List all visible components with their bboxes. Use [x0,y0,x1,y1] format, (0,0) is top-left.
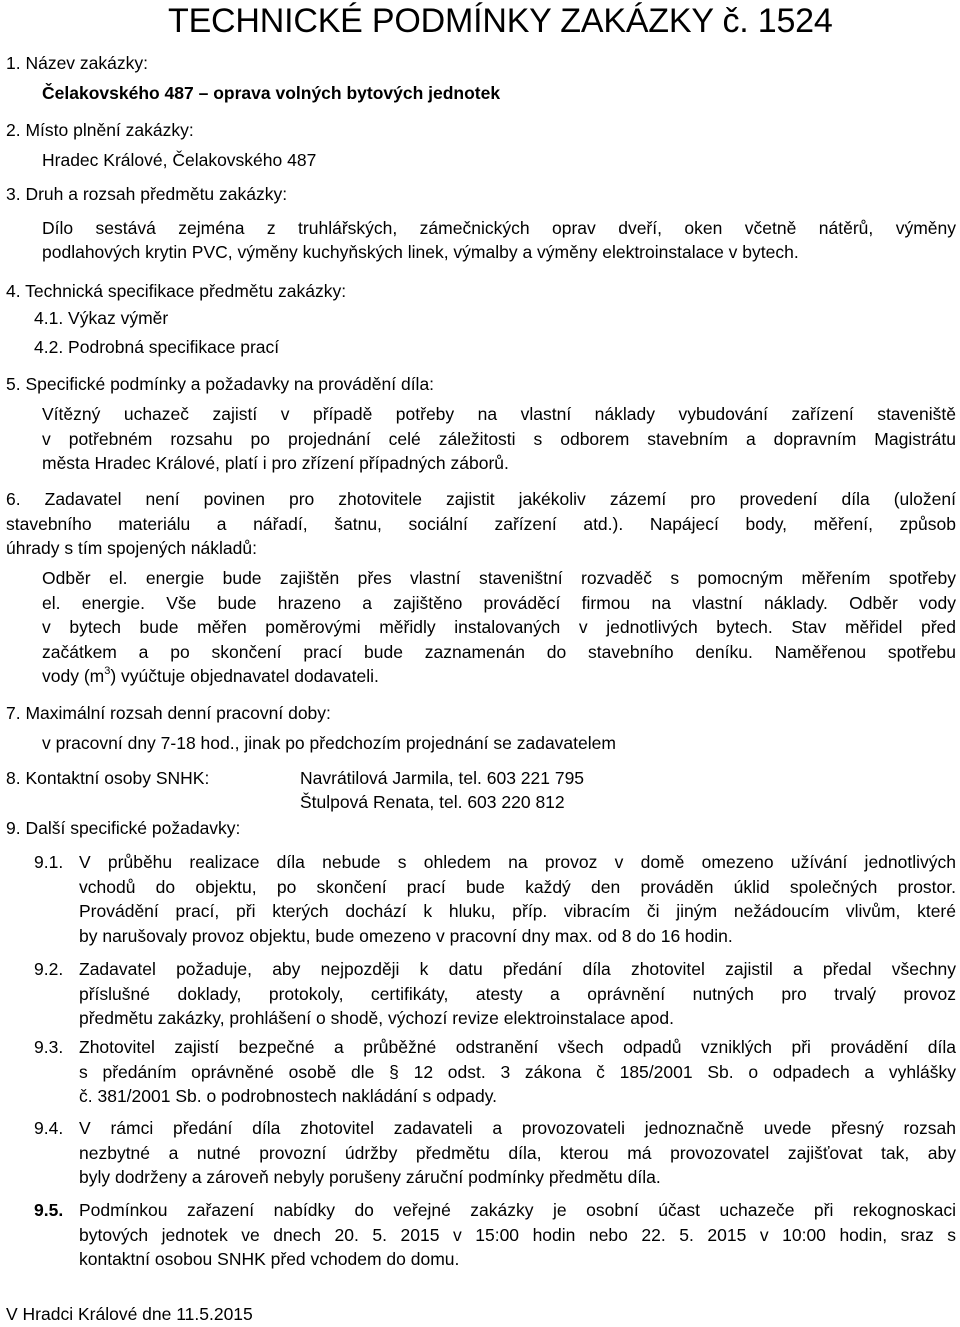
text-line: Dílo sestává zejména z truhlářských, zámečnických oprav dveří, oken včetně nátěrů, výměny [42,218,956,238]
text-line: stavebního materiálu a nářadí, šatnu, sociální zařízení atd.). Napájecí body, měření, způsob [6,513,956,534]
item-number: 9.1. [34,852,64,872]
text-line: úhrady s tím spojených nákladů: [6,538,257,558]
text-line: podlahových krytin PVC, výměny kuchyňských linek, výmalby a výměny elektroinstalace v bytech. [42,242,799,262]
text-fragment: vody (m [42,666,105,686]
section-2-value: Hradec Králové, Čelakovského 487 [42,150,317,170]
section-5-text [42,402,956,476]
item-number: 9.5. [34,1200,64,1220]
text-line: vchodů do objektu, po skončení prací bude každý den prováděn úklid společných prostor. [79,876,956,897]
item-number: 9.4. [34,1118,64,1138]
text-line: el. energie. Vše bude hrazeno a zajištěno prováděcí firmou na vlastní náklady. Odběr vody [42,592,956,613]
footer-date: V Hradci Králové dne 11.5.2015 [6,1304,253,1324]
text-line: kontaktní osobou SNHK před vchodem do domu. [79,1249,460,1269]
page-title: TECHNICKÉ PODMÍNKY ZAKÁZKY č. 1524 [168,2,833,40]
text-line: Zhotovitel zajistí bezpečné a průběžné odstranění všech odpadů vzniklých při provádění díla [79,1037,956,1057]
section-2-label: 2. Místo plnění zakázky: [6,120,194,140]
section-6-text [6,487,956,561]
text-line: V průběhu realizace díla nebude s ohledem na provoz v domě omezeno užívání jednotlivých [79,852,956,872]
text-line: v bytech bude měřen poměrovými měřidly instalovaných v jednotlivých bytech. Stav měřidel před [42,617,956,637]
text-line: V rámci předání díla zhotovitel zadavateli a provozovateli jednoznačně uvede přesný rozsah [79,1118,956,1138]
contact-1: Navrátilová Jarmila, tel. 603 221 795 [300,768,585,788]
item-9-2-text [79,957,956,1031]
section-7-value: v pracovní dny 7-18 hod., jinak po předchozím projednání se zadavatelem [42,733,616,753]
text-line: Odběr el. energie bude zajištěn přes vlastní staveništní rozvaděč s pomocným měřením spotřeby [42,568,956,588]
text-line: byly dodrženy a zároveň nebyly porušeny záruční podmínky předmětu díla. [79,1167,661,1187]
text-line: bytových jednotek ve dnech 20. 5. 2015 v 15:00 hodin nebo 22. 5. 2015 v 10:00 hodin, sraz s [79,1224,956,1245]
text-line: Vítězný uchazeč zajistí v případě potřeby na vlastní náklady vybudování zařízení staveniště [42,404,956,424]
item-9-1-text [79,850,956,948]
item-9-3-text [79,1035,956,1109]
section-4-label: 4. Technická specifikace předmětu zakázky: [6,281,347,301]
text-line: č. 381/2001 Sb. o podrobnostech nakládání s odpady. [79,1086,498,1106]
section-7-label: 7. Maximální rozsah denní pracovní doby: [6,703,331,723]
text-line: Podmínkou zařazení nabídky do veřejné zakázky je osobní účast uchazeče při rekognoskaci [79,1200,956,1220]
section-5-label: 5. Specifické podmínky a požadavky na provádění díla: [6,374,435,394]
contact-2: Štulpová Renata, tel. 603 220 812 [300,792,565,812]
text-line: s předáním oprávněné osobě dle § 12 odst. 3 zákona č 185/2001 Sb. o odpadech a vyhlášky [79,1061,956,1082]
text-line: příslušné doklady, protokoly, certifikáty, atesty a oprávnění nutných pro trvalý provoz [79,983,956,1004]
text-line: začátkem a po skončení prací bude zaznamenán do stavebního deníku. Naměřenou spotřebu [42,641,956,662]
section-4-sub-1: 4.1. Výkaz výměr [34,308,169,328]
item-number: 9.3. [34,1037,64,1057]
section-1-label: 1. Název zakázky: [6,53,148,73]
section-6-paragraph [42,566,956,689]
text-fragment: ) vyúčtuje objednavatel dodavateli. [110,666,379,686]
text-line [42,664,956,689]
text-line: nezbytné a nutné provozní údržby předmětu díla, kterou má provozovatel zajišťovat tak, aby [79,1142,956,1163]
section-8-label: 8. Kontaktní osoby SNHK: [6,768,210,788]
text-line: by narušovaly provoz objektu, bude omezeno v pracovní dny max. od 8 do 16 hodin. [79,925,733,946]
item-9-4-text [79,1116,956,1190]
item-number: 9.2. [34,959,64,979]
section-3-text [42,216,956,241]
text-line: Provádění prací, při kterých dochází k hluku, příp. vibracím či jiným nežádoucím vlivům, které [79,901,956,921]
item-9-5-text [79,1198,956,1272]
text-line: v potřebném rozsahu po projednání celé záležitosti s odborem stavebním a dopravním Magistrátu [42,428,956,449]
section-3-label: 3. Druh a rozsah předmětu zakázky: [6,184,288,204]
text-line: Zadavatel požaduje, aby nejpozději k datu předání díla zhotovitel zajistil a předal všechny [79,959,956,979]
text-line: 6. Zadavatel není povinen pro zhotovitele zajistit jakékoliv zázemí pro provedení díla (uložení [6,489,956,509]
section-4-sub-2: 4.2. Podrobná specifikace prací [34,337,280,357]
section-1-value: Čelakovského 487 – oprava volných bytových jednotek [42,83,501,103]
section-9-label: 9. Další specifické požadavky: [6,818,241,838]
superscript: 3 [104,665,111,678]
text-line: města Hradec Králové, platí i pro zřízení případných záborů. [42,453,509,473]
text-line: předmětu zakázky, prohlášení o shodě, výchozí revize elektroinstalace apod. [79,1008,674,1028]
